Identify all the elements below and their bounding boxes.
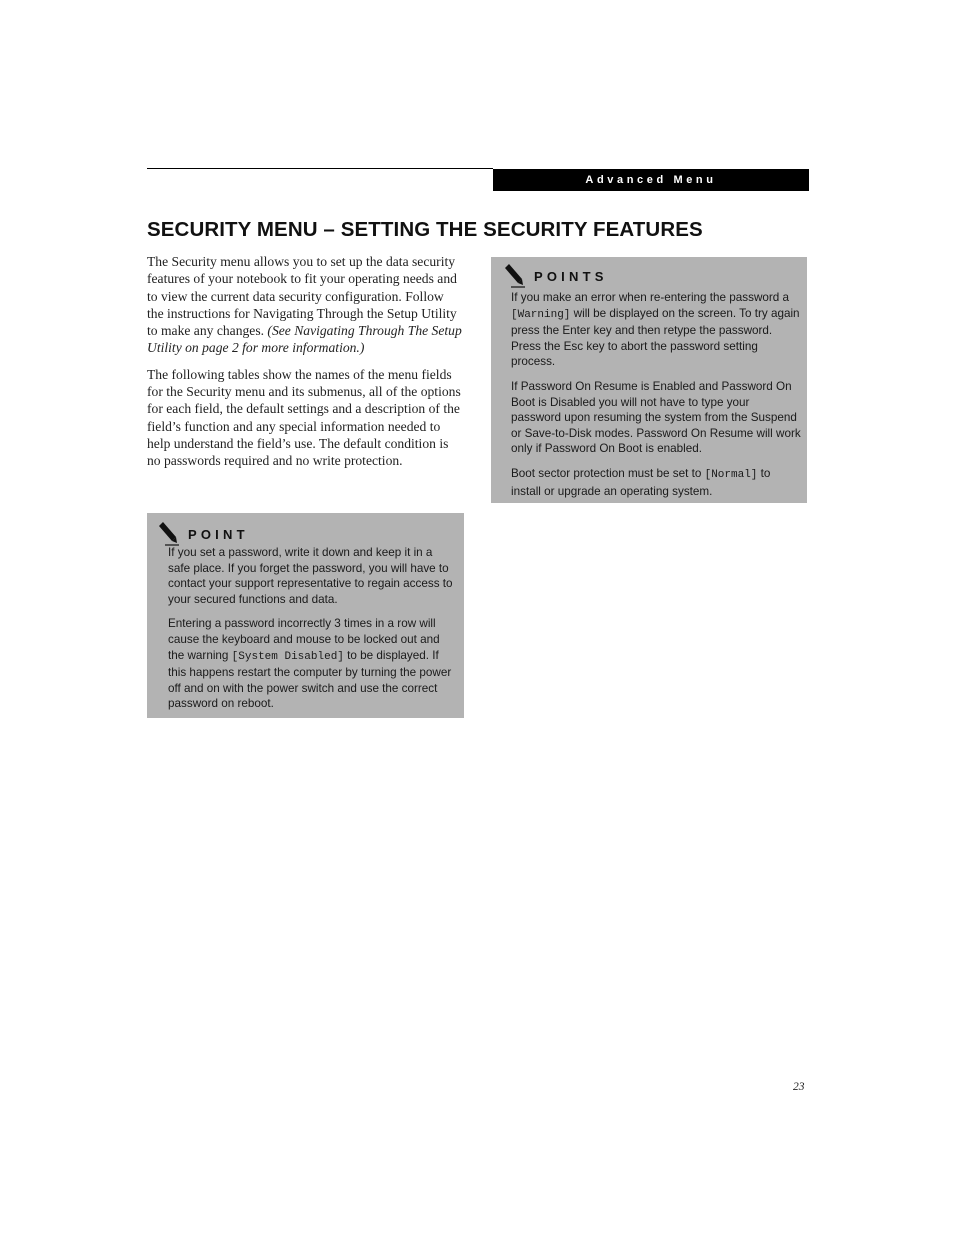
cross-reference: (See Navigating Through The Setup Utility on page 2 for more information.) (147, 323, 462, 356)
system-disabled-code: [System Disabled] (231, 650, 344, 663)
points-note-text-run: If you make an error when re-entering the password a (511, 291, 790, 304)
section-header-tab: Advanced Menu (493, 169, 809, 191)
body-text (147, 253, 463, 479)
point-note-paragraph (168, 616, 456, 712)
points-note-header (503, 264, 608, 288)
pen-icon (503, 264, 525, 288)
points-note-text-run: to install or upgrade an operating system. (511, 466, 771, 498)
point-note-text (168, 545, 456, 721)
tables-paragraph: The following tables show the names of the menu fields for the Security menu and its submenus, all of the options for each field, the default settings and a description of the field’s function and any special information needed to help understand the field’s use. The default condition is no passwords required and no write protection. (147, 366, 461, 469)
point-note-paragraph: If you set a password, write it down and keep it in a safe place. If you forget the password, you will have to contact your support representative to regain access to your secured functions and data. (168, 546, 453, 606)
point-note (147, 513, 464, 718)
normal-code: [Normal] (704, 468, 758, 481)
intro-paragraph (147, 253, 463, 357)
point-note-label: POINT (188, 526, 249, 542)
warning-code: [Warning] (511, 308, 571, 321)
page-title: SECURITY MENU – SETTING THE SECURITY FEATURES (147, 218, 703, 241)
points-note-text (511, 290, 801, 508)
point-note-text-run: Entering a password incorrectly 3 times in a row will cause the keyboard and mouse to be locked out and the warning (168, 617, 440, 662)
intro-text: The Security menu allows you to set up the data security features of your notebook to fit your operating needs and to view the current data security configuration. Follow the instructions for Navigating Through the Setup Utility to make any changes. (147, 254, 457, 339)
page-number: 23 (793, 1081, 805, 1093)
points-note-paragraph: If Password On Resume is Enabled and Password On Boot is Disabled you will not have to type your password upon resuming the system from the Suspend or Save-to-Disk modes. Password On Resume will work only if Password On Boot is enabled. (511, 379, 801, 456)
pen-icon (157, 522, 179, 546)
points-note-paragraph (511, 466, 801, 499)
point-note-text-run: to be displayed. If this happens restart the computer by turning the power off and on with the power switch and use the correct password on reboot. (168, 648, 452, 711)
points-note-label: POINTS (534, 268, 608, 284)
points-note-text-run: Boot sector protection must be set to (511, 466, 705, 480)
header-rule (147, 168, 493, 169)
points-note-text-run: will be displayed on the screen. To try again press the Enter key and then retype the password. Press the Esc key to abort the password setting process. (511, 306, 800, 369)
points-note-paragraph (511, 290, 801, 370)
point-note-header (157, 522, 249, 546)
points-note (491, 257, 807, 503)
